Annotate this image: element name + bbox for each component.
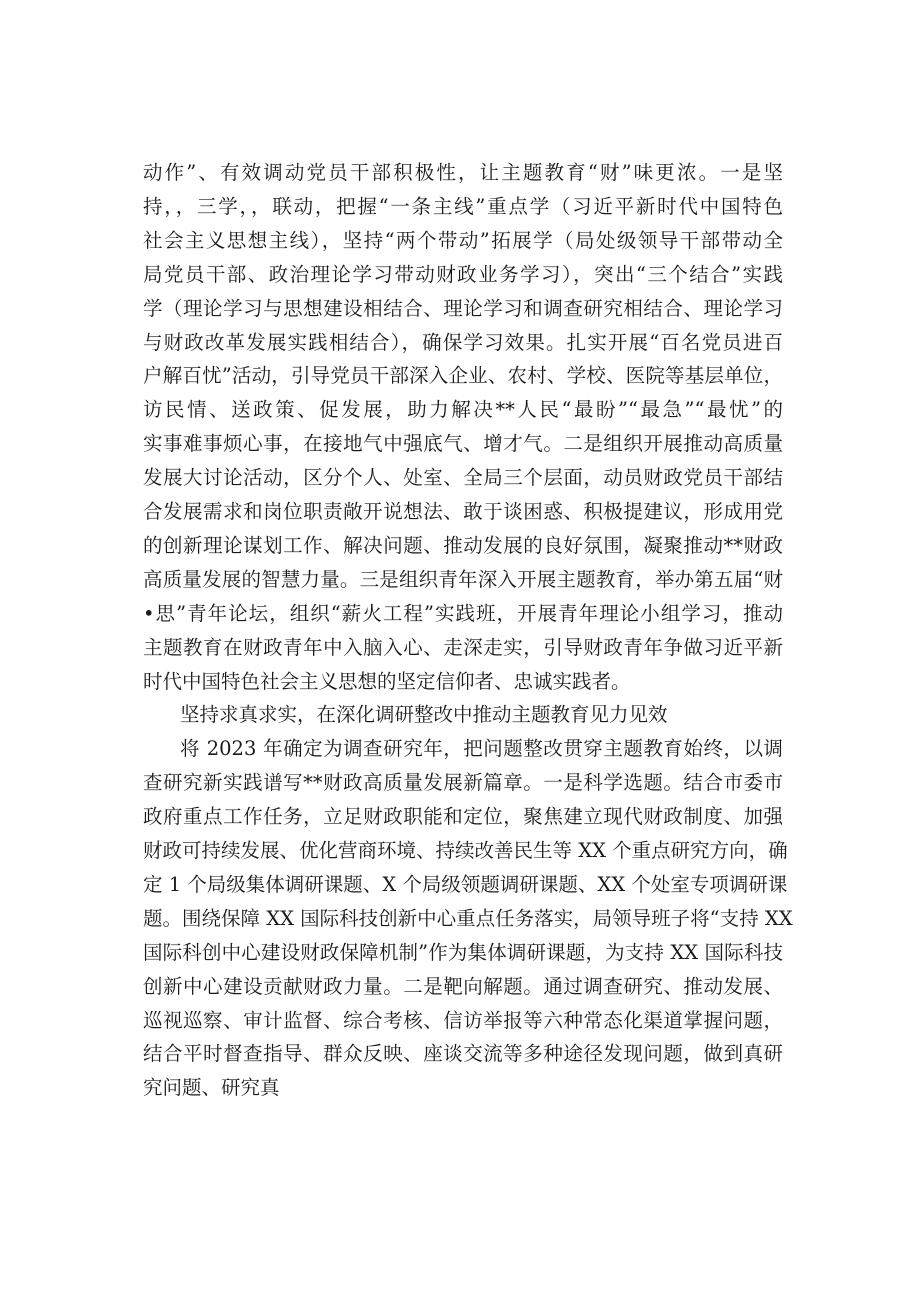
paragraph-line: 究问题、研究真 [143,1076,280,1100]
paragraph-line: 与财政改革发展实践相结合），确保学习效果。扎实开展“百名党员进百 [143,330,783,354]
paragraph-line: 政府重点工作任务，立足财政职能和定位，聚焦建立现代财政制度、加强 [143,805,783,829]
paragraph-line: 主题教育在财政青年中入脑入心、走深走实，引导财政青年争做习近平新 [143,635,783,659]
paragraph-line: 结合平时督查指导、群众反映、座谈交流等多种途径发现问题，做到真研 [143,1042,783,1066]
paragraph-line: 创新中心建设贡献财政力量。二是靶向解题。通过调查研究、推动发展、 [143,974,783,998]
paragraph-line: 将 2023 年确定为调查研究年，把问题整改贯穿主题教育始终，以调 [180,737,783,761]
paragraph-line: 持，，三学，，联动，把握“一条主线”重点学（习近平新时代中国特色 [143,194,783,218]
paragraph-line: 访民情、送政策、促发展，助力解决**人民“最盼”“最急”“最忧”的 [143,398,783,422]
paragraph-line: 学（理论学习与思想建设相结合、理论学习和调查研究相结合、理论学习 [143,296,783,320]
section-heading: 坚持求真求实，在深化调研整改中推动主题教育见力见效 [180,703,668,727]
paragraph-line: 的创新理论谋划工作、解决问题、推动发展的良好氛围，凝聚推动**财政 [143,533,783,557]
paragraph-line: 定 1 个局级集体调研课题、X 个局级领题调研课题、XX 个处室专项调研课 [143,872,788,896]
paragraph-line: 发展大讨论活动，区分个人、处室、全局三个层面，动员财政党员干部结 [143,466,783,490]
paragraph-line: 社会主义思想主线），坚持“两个带动”拓展学（局处级领导干部带动全 [143,228,783,252]
paragraph-line: 动作”、有效调动党员干部积极性，让主题教育“财”味更浓。一是坚 [143,161,783,184]
paragraph-line: 财政可持续发展、优化营商环境、持续改善民生等 XX 个重点研究方向，确 [143,839,788,862]
paragraph-line: 查研究新实践谱写**财政高质量发展新篇章。一是科学选题。结合市委市 [143,771,783,795]
paragraph-line: 国际科创中心建设财政保障机制”作为集体调研课题，为支持 XX 国际科技 [143,940,783,964]
paragraph-line: 局党员干部、政治理论学习带动财政业务学习），突出“三个结合”实践 [143,262,783,286]
paragraph-line: •思”青年论坛，组织“薪火工程”实践班，开展青年理论小组学习，推动 [143,601,783,625]
paragraph-line: 实事难事烦心事，在接地气中强底气、增才气。二是组织开展推动高质量 [143,432,783,456]
paragraph-line: 高质量发展的智慧力量。三是组织青年深入开展主题教育，举办第五届“财 [143,567,783,591]
paragraph-line: 题。围绕保障 XX 国际科技创新中心重点任务落实，局领导班子将“支持 XX [143,906,793,930]
paragraph-line: 合发展需求和岗位职责敞开说想法、敢于谈困惑、积极提建议，形成用党 [143,500,783,523]
paragraph-line: 户解百忧”活动，引导党员干部深入企业、农村、学校、医院等基层单位， [143,364,783,388]
paragraph-line: 巡视巡察、审计监督、综合考核、信访举报等六种常态化渠道掌握问题， [143,1008,783,1032]
paragraph-line: 时代中国特色社会主义思想的坚定信仰者、忠诚实践者。 [143,669,631,693]
